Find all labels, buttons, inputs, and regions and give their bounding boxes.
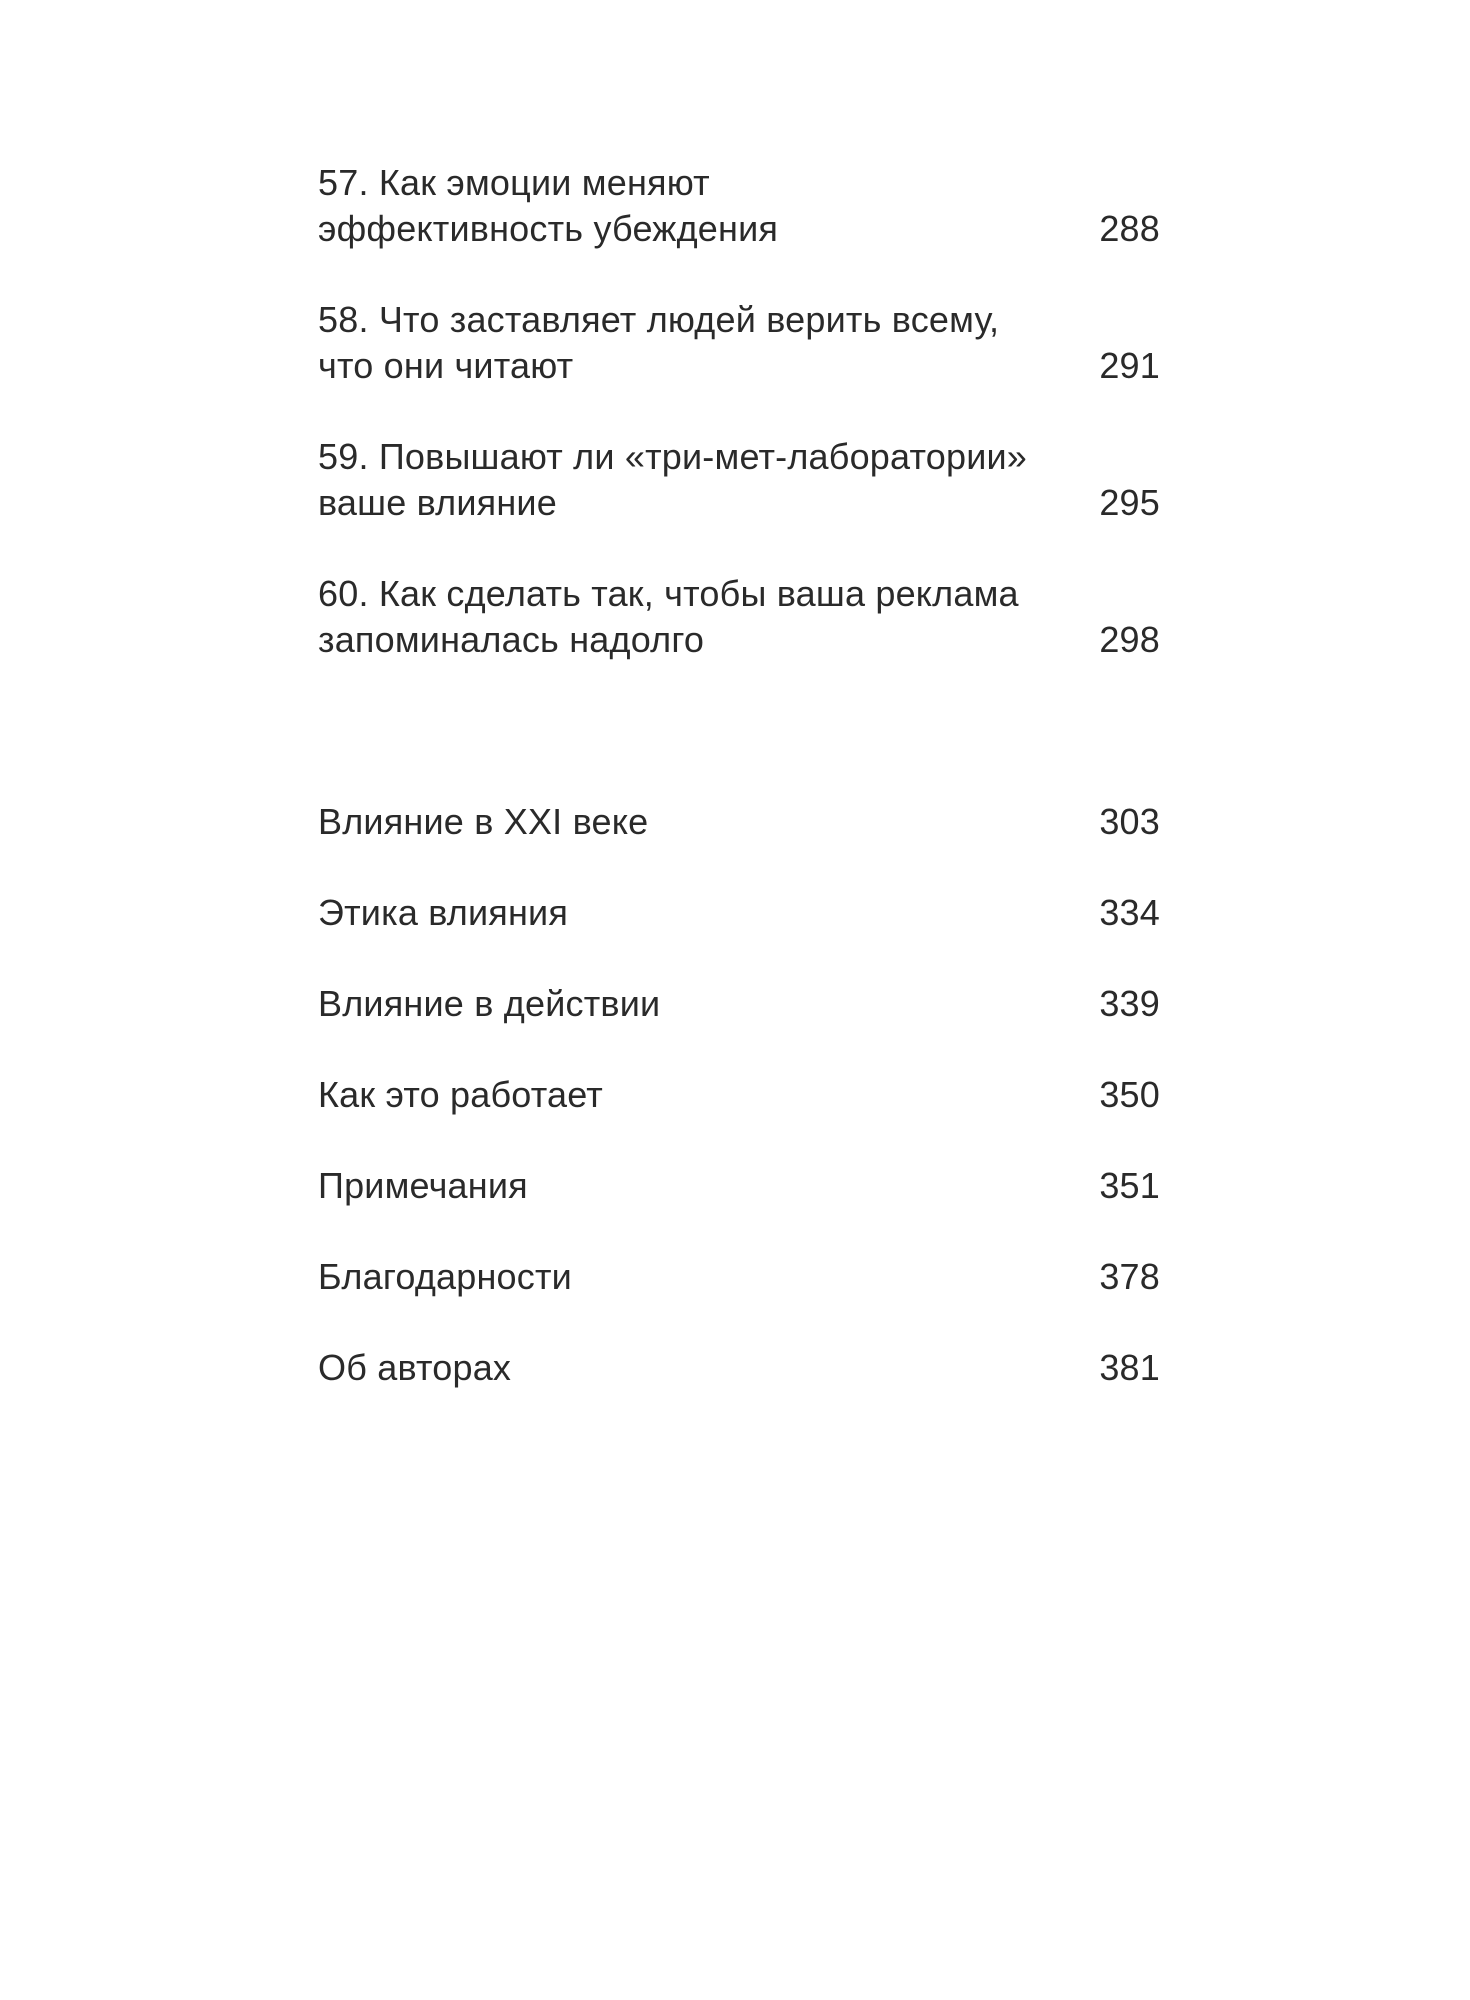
toc-entry-title: Как это работает [318,1074,603,1115]
toc-entry-title: Этика влияния [318,892,569,933]
toc-entry-title: 59. Повышают ли «три-мет-лаборатории» ваше влияние [318,436,1028,523]
toc-entry-influence-21st-century[interactable] [318,799,1160,845]
toc-entry-58[interactable] [318,297,1160,389]
table-of-contents [318,160,1160,1436]
toc-entry-acknowledgements[interactable] [318,1254,1160,1300]
toc-entry-57[interactable] [318,160,1160,252]
toc-entry-title: Благодарности [318,1256,572,1297]
toc-entry-ethics[interactable] [318,890,1160,936]
toc-entry-how-it-works[interactable] [318,1072,1160,1118]
toc-entry-59[interactable] [318,434,1160,526]
toc-entry-title: Об авторах [318,1347,512,1388]
backmatter-list [318,799,1160,1391]
toc-entry-page: 351 [1099,1165,1160,1206]
toc-entry-influence-in-action[interactable] [318,981,1160,1027]
toc-entry-page: 350 [1099,1074,1160,1115]
toc-entry-page: 295 [1099,482,1160,523]
toc-entry-notes[interactable] [318,1163,1160,1209]
toc-entry-page: 298 [1099,619,1160,660]
toc-entry-60[interactable] [318,571,1160,663]
toc-entry-title: 58. Что заставляет людей верить всему, что они читают [318,299,1000,386]
toc-entry-page: 378 [1099,1256,1160,1297]
toc-entry-title: 57. Как эмоции меняют эффективность убеждения [318,162,779,249]
toc-entry-about-authors[interactable] [318,1345,1160,1391]
toc-entry-title: Влияние в действии [318,983,661,1024]
toc-entry-title: Влияние в XXI веке [318,801,649,842]
toc-entry-page: 339 [1099,983,1160,1024]
toc-entry-page: 288 [1099,208,1160,249]
toc-entry-page: 291 [1099,345,1160,386]
toc-entry-page: 381 [1099,1347,1160,1388]
toc-entry-page: 334 [1099,892,1160,933]
toc-entry-page: 303 [1099,801,1160,842]
toc-entry-title: 60. Как сделать так, чтобы ваша реклама запоминалась надолго [318,573,1019,660]
toc-entry-title: Примечания [318,1165,528,1206]
chapter-list [318,160,1160,663]
